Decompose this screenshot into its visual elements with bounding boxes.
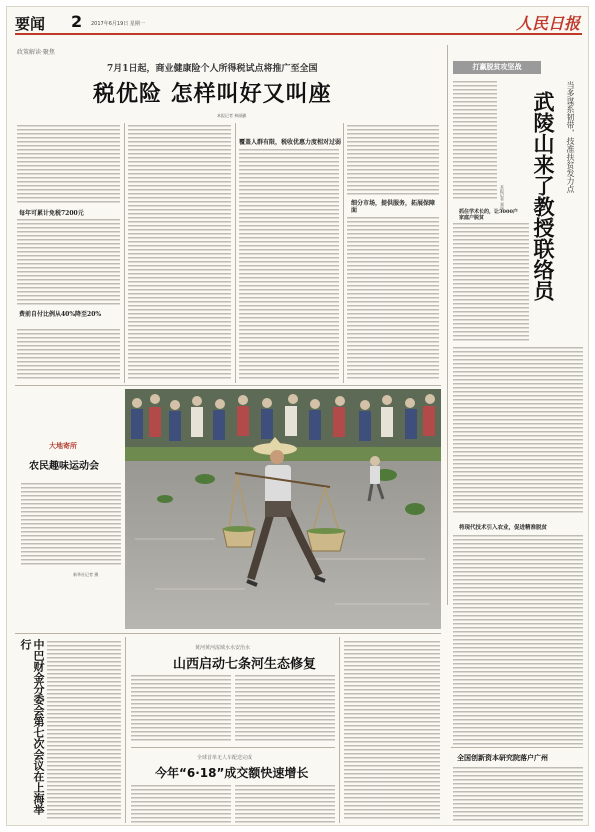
column-rule [343, 123, 344, 383]
body-text-block [128, 125, 231, 381]
body-text-block [235, 785, 335, 823]
issue-date: 2017年6月19日 星期一 [91, 21, 145, 27]
body-text-block [453, 767, 583, 823]
lead-byline: 本报记者 林丽鹂 [217, 113, 247, 118]
body-text-block [453, 535, 583, 745]
section-divider [15, 633, 441, 634]
lead-headline: 税优险 怎样叫好又叫座 [93, 82, 332, 107]
news-photo [125, 389, 441, 629]
section-name: 要闻 [15, 15, 46, 33]
photo-farmer-carrying-baskets [125, 389, 441, 629]
bottom-vertical-headline: 中巴财金分委会第七次会议在上海举行 [19, 639, 45, 815]
photo-caption-text [21, 483, 121, 567]
article-2-kicker: 全球首单无人车配送完成 [197, 755, 253, 761]
body-text-block [17, 219, 120, 307]
column-rule [124, 123, 125, 383]
column-rule [339, 637, 340, 823]
column-rule [125, 637, 126, 823]
crosshead-2: 费前自付比例从40%降至20% [19, 311, 102, 318]
body-text-block [47, 641, 121, 821]
article-3-headline: 全国创新资本研究院落户广州 [457, 754, 548, 762]
crosshead-3: 覆盖人群有限，税收优惠力度相对过弱 [239, 139, 342, 146]
body-text-block [347, 125, 439, 195]
column-rule [235, 123, 236, 383]
photo-credit: 新华社记者 摄 [73, 572, 99, 577]
right-headline: 武陵山来了教授联络员 [531, 91, 555, 301]
body-text-block [344, 641, 440, 821]
lead-kicker: 政策解读·聚焦 [17, 49, 55, 56]
article-divider [451, 747, 583, 748]
photo-title: 农民趣味运动会 [29, 461, 99, 472]
right-kicker: 当多谋系韧带，技准扶贫发力点 [566, 81, 575, 193]
body-text-block [347, 217, 439, 381]
article-1-kicker: 黄河黄河流域水水安治水 [195, 645, 251, 651]
article-2-headline: 今年“6·18”成交额快速增长 [155, 766, 309, 780]
body-text-block [17, 329, 120, 381]
body-text-block [17, 125, 120, 203]
newspaper-page [6, 6, 589, 826]
body-text-block [235, 675, 335, 743]
right-crosshead-2: 将现代技术引入农业，促进精准脱贫 [459, 525, 548, 531]
body-text-block [453, 347, 583, 515]
right-crosshead-1: 抓住学术长的，让3000户家庭户脱贫 [459, 209, 518, 221]
article-1-headline: 山西启动七条河生态修复 [173, 657, 317, 672]
right-byline: 本报记者 郑瑞 [500, 185, 505, 211]
body-text-block [131, 785, 231, 823]
photo-label: 大地寄所 [49, 442, 77, 450]
crosshead-1: 每年可累计免税7200元 [19, 210, 84, 217]
body-text-block [239, 149, 339, 381]
body-text-block [131, 675, 231, 743]
article-divider [131, 747, 335, 748]
page-number: 2 [71, 12, 83, 31]
feature-tag: 打赢脱贫攻坚战 [453, 61, 541, 74]
crosshead-4: 细分市场，提供服务，拓展保障面 [351, 200, 436, 214]
body-text-block [453, 81, 497, 201]
section-divider [15, 385, 441, 386]
masthead [15, 13, 582, 35]
newspaper-logo: 人民日报 [515, 14, 580, 33]
right-column-rule [447, 45, 448, 605]
body-text-block [453, 223, 529, 343]
lead-subheadline: 7月1日起，商业健康险个人所得税试点将推广至全国 [107, 64, 318, 74]
